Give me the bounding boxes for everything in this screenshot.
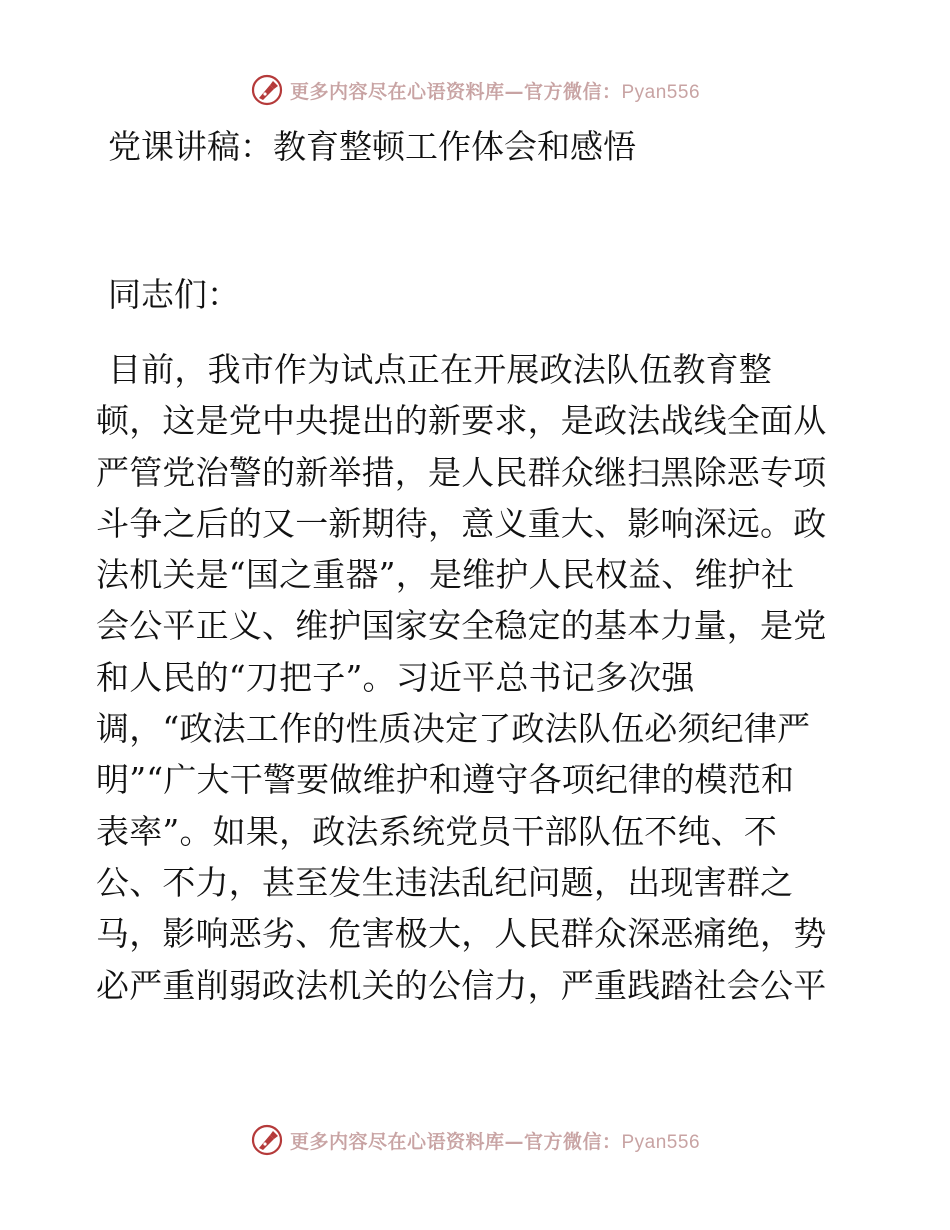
paragraph-line: 马，影响恶劣、危害极大，人民群众深恶痛绝，势 bbox=[96, 914, 827, 954]
header-brand-text bbox=[290, 77, 700, 104]
footer-brand-label: 更多内容尽在心语资料库—官方微信： bbox=[289, 1130, 622, 1153]
paragraph-line: 必严重削弱政法机关的公信力，严重践踏社会公平 bbox=[96, 965, 827, 1005]
pen-nib-logo-icon bbox=[250, 73, 284, 107]
paragraph-line: 明”“广大干警要做维护和遵守各项纪律的模范和 bbox=[96, 760, 795, 800]
paragraph-line: 法机关是“国之重器”，是维护人民权益、维护社 bbox=[96, 555, 795, 595]
paragraph-line: 调，“政法工作的性质决定了政法队伍必须纪律严 bbox=[96, 709, 811, 749]
header-wechat-id: Pyan556 bbox=[621, 81, 701, 103]
pen-nib-logo-icon bbox=[250, 1123, 284, 1157]
salutation: 同志们： bbox=[108, 275, 240, 314]
footer-brand-bar bbox=[0, 1120, 950, 1160]
document-title: 党课讲稿：教育整顿工作体会和感悟 bbox=[108, 127, 636, 166]
paragraph-line: 表率”。如果，政法系统党员干部队伍不纯、不 bbox=[96, 811, 778, 851]
body-paragraph bbox=[96, 344, 856, 1011]
paragraph-line: 和人民的“刀把子”。习近平总书记多次强 bbox=[96, 657, 695, 697]
paragraph-line: 严管党治警的新举措，是人民群众继扫黑除恶专项 bbox=[96, 452, 827, 492]
paragraph-line: 会公平正义、维护国家安全稳定的基本力量，是党 bbox=[96, 606, 827, 646]
paragraph-line: 斗争之后的又一新期待，意义重大、影响深远。政 bbox=[96, 503, 827, 543]
paragraph-line: 顿，这是党中央提出的新要求，是政法战线全面从 bbox=[96, 401, 827, 441]
header-brand-label: 更多内容尽在心语资料库—官方微信： bbox=[289, 80, 622, 103]
footer-brand-text bbox=[290, 1127, 700, 1154]
footer-wechat-id: Pyan556 bbox=[621, 1131, 701, 1153]
header-brand-bar bbox=[0, 70, 950, 110]
paragraph-line: 目前，我市作为试点正在开展政法队伍教育整 bbox=[108, 350, 772, 389]
paragraph-line: 公、不力，甚至发生违法乱纪问题，出现害群之 bbox=[96, 862, 794, 902]
